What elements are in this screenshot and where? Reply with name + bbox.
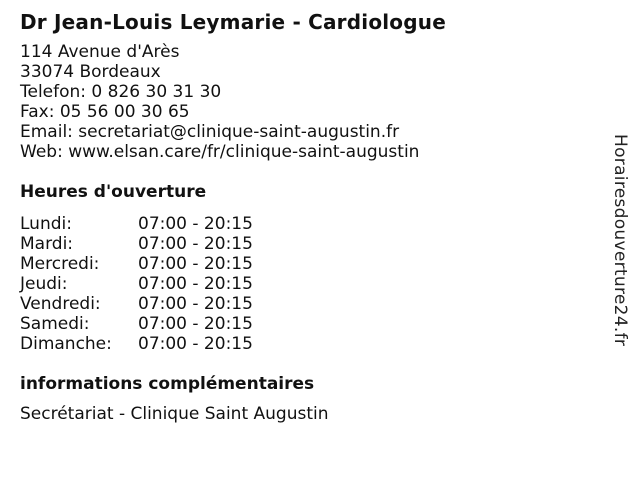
opening-hours-heading: Heures d'ouverture (20, 182, 207, 202)
page-title: Dr Jean-Louis Leymarie - Cardiologue (20, 10, 446, 34)
hours-day: Mercredi: (20, 254, 100, 274)
phone-number: Telefon: 0 826 30 31 30 (20, 82, 222, 102)
fax-number: Fax: 05 56 00 30 65 (20, 102, 190, 122)
business-card (20, 10, 600, 424)
hours-day: Vendredi: (20, 294, 101, 314)
address-block (20, 42, 600, 162)
hours-day: Samedi: (20, 314, 90, 334)
hours-time: 07:00 - 20:15 (138, 334, 253, 354)
additional-info-heading: informations complémentaires (20, 374, 315, 394)
hours-time: 07:00 - 20:15 (138, 254, 253, 274)
hours-day: Jeudi: (20, 274, 68, 294)
hours-day: Mardi: (20, 234, 74, 254)
hours-time: 07:00 - 20:15 (138, 314, 253, 334)
hours-time: 07:00 - 20:15 (138, 214, 253, 234)
site-watermark: Horairesdouverture24.fr (610, 134, 630, 347)
hours-time: 07:00 - 20:15 (138, 274, 253, 294)
hours-time: 07:00 - 20:15 (138, 294, 253, 314)
hours-day: Lundi: (20, 214, 72, 234)
street-address: 114 Avenue d'Arès (20, 42, 180, 62)
additional-info-text: Secrétariat - Clinique Saint Augustin (20, 404, 329, 424)
hours-day: Dimanche: (20, 334, 112, 354)
opening-hours-table (20, 214, 600, 354)
hours-time: 07:00 - 20:15 (138, 234, 253, 254)
website: Web: www.elsan.care/fr/clinique-saint-augustin (20, 142, 420, 162)
city: 33074 Bordeaux (20, 62, 161, 82)
email-address: Email: secretariat@clinique-saint-augustin.fr (20, 122, 400, 142)
